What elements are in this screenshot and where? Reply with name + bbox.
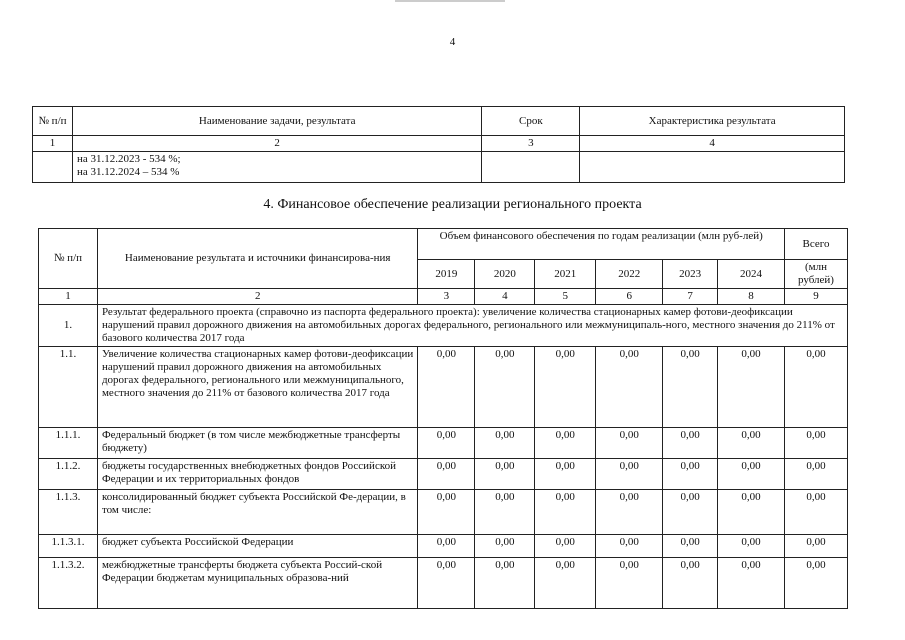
col-name-header: Наименование результата и источники финансирова-ния (97, 229, 418, 289)
row-text: Увеличение количества стационарных камер фотови-деофиксации нарушений правил дорожного движения на автомобильных дорогах федерального, регионального или межмуниципального, местного значения до 211% от базового количества 2017 года (97, 347, 418, 428)
value-cell: 0,00 (718, 459, 785, 490)
index-cell: 7 (663, 289, 718, 305)
index-cell: 3 (482, 136, 580, 152)
row-text: Федеральный бюджет (в том числе межбюджетные трансферты бюджету) (97, 428, 418, 459)
result-row (39, 305, 848, 347)
value-cell: 0,00 (596, 347, 663, 428)
index-cell: 9 (784, 289, 847, 305)
volume-header: Объем финансового обеспечения по годам реализации (млн руб-лей) (418, 229, 785, 260)
value-cell: 0,00 (596, 490, 663, 535)
row-num: 1.1.1. (39, 428, 98, 459)
section-title: 4. Финансовое обеспечение реализации регионального проекта (263, 197, 642, 212)
task-line: на 31.12.2023 - 534 %; (76, 153, 181, 165)
value-cell: 0,00 (418, 347, 475, 428)
col-name-header: Наименование задачи, результата (72, 107, 481, 136)
total-header: Всего (784, 229, 847, 260)
value-cell: 0,00 (784, 459, 847, 490)
term-cell (482, 152, 580, 183)
index-cell: 1 (33, 136, 73, 152)
value-cell: 0,00 (596, 558, 663, 609)
row-num: 1.1.3.1. (39, 535, 98, 558)
value-cell: 0,00 (663, 428, 718, 459)
value-cell: 0,00 (663, 459, 718, 490)
value-cell: 0,00 (663, 558, 718, 609)
value-cell: 0,00 (784, 347, 847, 428)
value-cell: 0,00 (596, 428, 663, 459)
index-cell: 3 (418, 289, 475, 305)
value-cell: 0,00 (718, 558, 785, 609)
col-characteristic-header: Характеристика результата (580, 107, 845, 136)
value-cell: 0,00 (535, 459, 596, 490)
total-unit-header: (млн рублей) (784, 260, 847, 289)
value-cell: 0,00 (663, 347, 718, 428)
value-cell: 0,00 (784, 490, 847, 535)
task-table-row (33, 152, 845, 183)
value-cell: 0,00 (475, 558, 535, 609)
value-cell: 0,00 (718, 490, 785, 535)
finance-row (39, 558, 848, 609)
finance-index-row (39, 289, 848, 305)
characteristic-cell (580, 152, 845, 183)
value-cell: 0,00 (418, 459, 475, 490)
finance-row (39, 459, 848, 490)
value-cell: 0,00 (718, 347, 785, 428)
task-table-index-row (33, 136, 845, 152)
col-num-header: № п/п (33, 107, 73, 136)
row-text: межбюджетные трансферты бюджета субъекта Россий-ской Федерации бюджетам муниципальных образова-ний (97, 558, 418, 609)
value-cell: 0,00 (418, 558, 475, 609)
index-cell: 2 (97, 289, 418, 305)
value-cell: 0,00 (596, 535, 663, 558)
row-num: 1.1.3.2. (39, 558, 98, 609)
value-cell: 0,00 (418, 535, 475, 558)
index-cell: 2 (72, 136, 481, 152)
value-cell: 0,00 (535, 558, 596, 609)
task-table-header (33, 107, 845, 136)
index-cell: 1 (39, 289, 98, 305)
finance-row (39, 535, 848, 558)
value-cell: 0,00 (418, 490, 475, 535)
row-text: консолидированный бюджет субъекта Российской Фе-дерации, в том числе: (97, 490, 418, 535)
row-num: 1.1.3. (39, 490, 98, 535)
page-number: 4 (449, 36, 456, 48)
result-text: Результат федерального проекта (справочно из паспорта федерального проекта): увеличение количества стационарных камер фотови-деофиксации нарушений правил дорожного движения на автомобильных дорогах федерального, регионального или межмуниципаль-ного, местного значения до 211% от базового количества 2017 года (97, 305, 847, 347)
finance-rows (39, 347, 848, 609)
year-header: 2021 (535, 260, 596, 289)
value-cell: 0,00 (718, 535, 785, 558)
value-cell: 0,00 (418, 428, 475, 459)
value-cell: 0,00 (784, 558, 847, 609)
value-cell: 0,00 (475, 490, 535, 535)
finance-table (38, 228, 848, 609)
value-cell: 0,00 (475, 459, 535, 490)
index-cell: 4 (580, 136, 845, 152)
finance-row (39, 428, 848, 459)
result-num: 1. (39, 305, 98, 347)
year-header: 2024 (718, 260, 785, 289)
value-cell: 0,00 (784, 535, 847, 558)
year-header: 2019 (418, 260, 475, 289)
task-line: на 31.12.2024 – 534 % (76, 166, 180, 178)
value-cell: 0,00 (718, 428, 785, 459)
year-header: 2022 (596, 260, 663, 289)
row-text: бюджеты государственных внебюджетных фондов Российской Федерации и их территориальных фондов (97, 459, 418, 490)
finance-header-row (39, 229, 848, 260)
finance-row (39, 490, 848, 535)
scan-artifact (395, 0, 505, 2)
task-text-cell (72, 152, 481, 183)
year-header: 2020 (475, 260, 535, 289)
value-cell: 0,00 (475, 428, 535, 459)
index-cell: 5 (535, 289, 596, 305)
num-cell (33, 152, 73, 183)
value-cell: 0,00 (784, 428, 847, 459)
value-cell: 0,00 (535, 428, 596, 459)
value-cell: 0,00 (596, 459, 663, 490)
index-cell: 6 (596, 289, 663, 305)
finance-row (39, 347, 848, 428)
value-cell: 0,00 (535, 347, 596, 428)
col-num-header: № п/п (39, 229, 98, 289)
value-cell: 0,00 (663, 535, 718, 558)
value-cell: 0,00 (535, 535, 596, 558)
value-cell: 0,00 (475, 535, 535, 558)
index-cell: 8 (718, 289, 785, 305)
index-cell: 4 (475, 289, 535, 305)
row-num: 1.1. (39, 347, 98, 428)
row-text: бюджет субъекта Российской Федерации (97, 535, 418, 558)
col-term-header: Срок (482, 107, 580, 136)
year-header: 2023 (663, 260, 718, 289)
row-num: 1.1.2. (39, 459, 98, 490)
value-cell: 0,00 (663, 490, 718, 535)
value-cell: 0,00 (535, 490, 596, 535)
task-table (32, 106, 845, 183)
value-cell: 0,00 (475, 347, 535, 428)
